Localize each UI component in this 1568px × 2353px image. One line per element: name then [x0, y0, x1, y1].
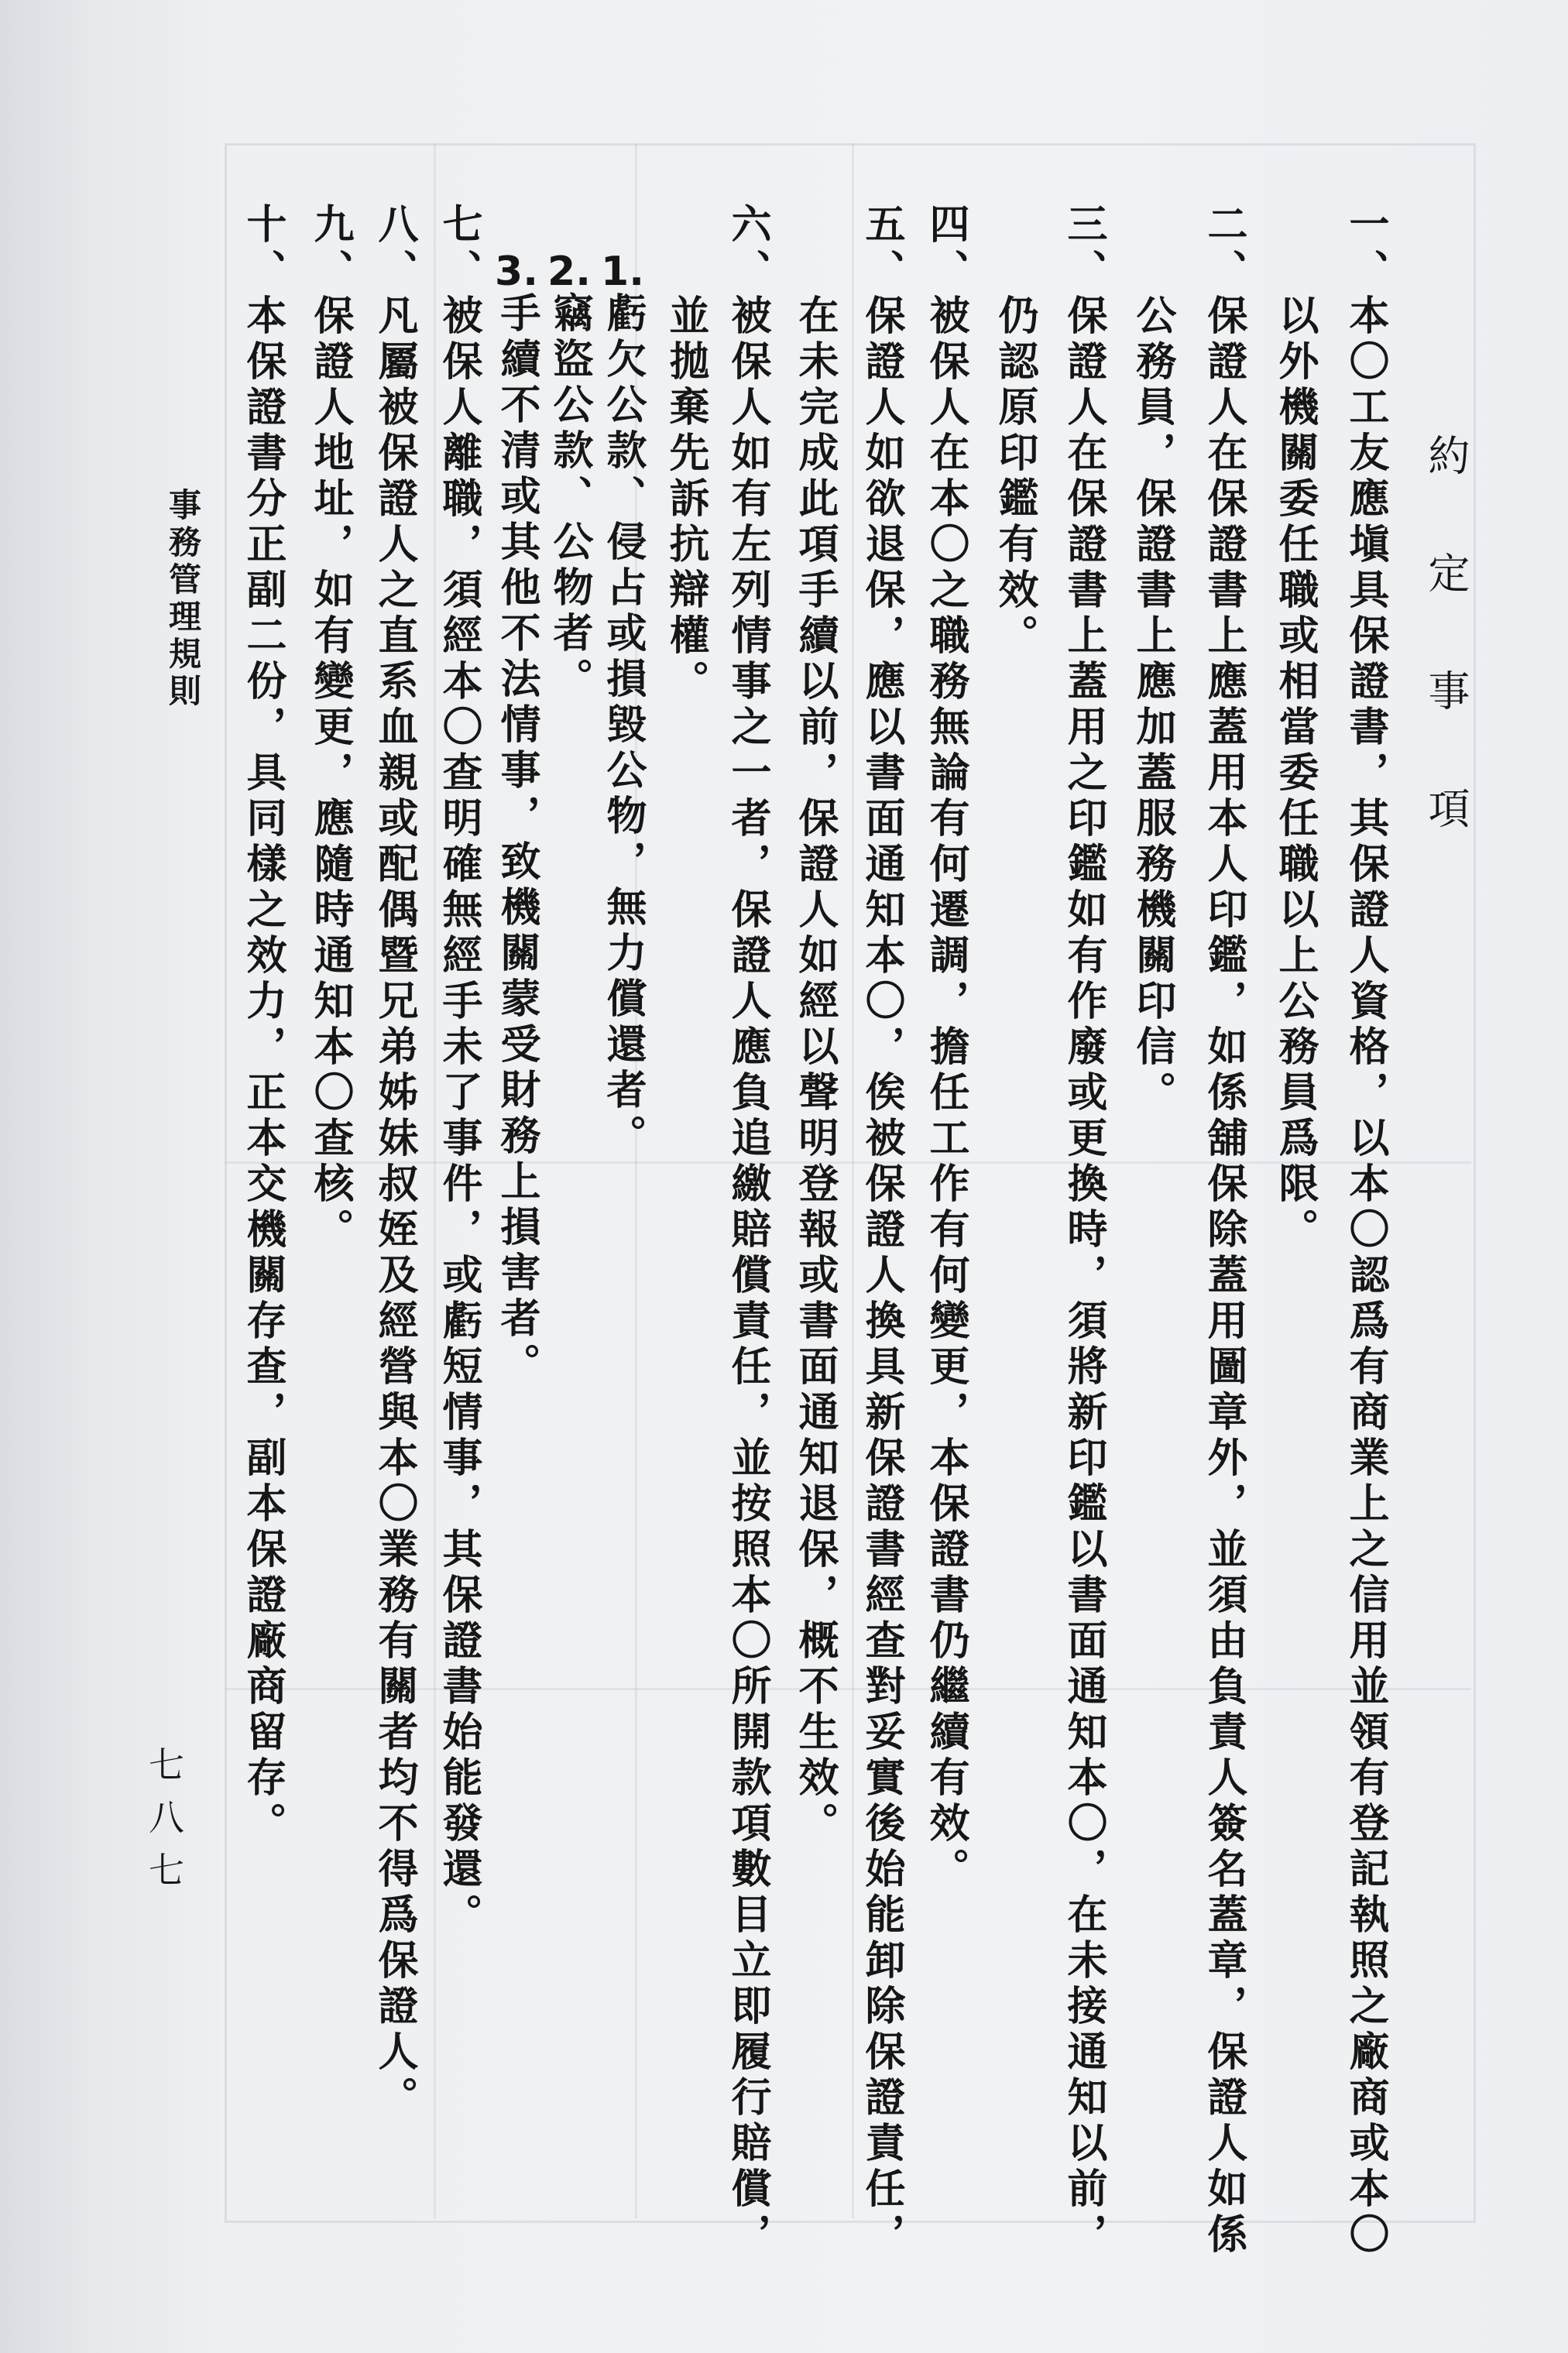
show-through-line	[852, 143, 854, 2218]
sub-item-text: 手續不清或其他不法情事，致機關蒙受財務上損害者。	[493, 292, 540, 1388]
clause-9-line-1: 九、保證人地址，如有變更，應隨時通知本〇查核。	[307, 203, 353, 1254]
clause-6-sub-item-1	[599, 252, 646, 1160]
section-title: 約定事項	[1422, 434, 1470, 904]
book-title: 事務管理規則	[164, 488, 202, 711]
clause-10-line-1: 十、本保證書分正副二份，具同樣之效力，正本交機關存查，副本保證廠商留存。	[239, 203, 286, 1847]
clause-8-line-1: 八、凡屬被保證人之直系血親或配偶暨兄弟姊妹叔姪及經營與本〇業務有關者均不得爲保證人。	[371, 203, 417, 2121]
clause-5-line-1: 五、保證人如欲退保，應以書面通知本〇，俟被保證人換具新保證書經查對妥實後始能卸除保證責任，	[858, 203, 904, 2259]
clause-6-line-1: 六、被保人如有左列情事之一者，保證人應負追繳賠償責任，並按照本〇所開款項數目立即履行賠償，	[724, 203, 770, 2259]
clause-1-line-1: 一、本〇工友應塡具保證書，其保證人資格，以本〇認爲有商業上之信用並領有登記執照之廠商或本〇	[1342, 203, 1388, 2259]
clause-3-line-1: 三、保證人在保證書上蓋用之印鑑如有作廢或更換時，須將新印鑑以書面通知本〇，在未接通知以前，	[1060, 203, 1107, 2259]
sub-item-text: 虧欠公款、侵占或損毀公物，無力償還者。	[599, 292, 646, 1160]
clause-6-sub-item-2	[546, 252, 592, 703]
clause-6-line-2: 並拋棄先訴抗辯權。	[662, 294, 709, 705]
clause-2-line-2: 公務員，保證書上應加蓋服務機關印信。	[1129, 294, 1175, 1116]
sub-item-number: 2.	[547, 252, 591, 292]
sub-item-text: 竊盜公款、公物者。	[546, 292, 592, 703]
sub-item-number: 3.	[495, 252, 538, 292]
clause-5-line-2: 在未完成此項手續以前，保證人如經以聲明登報或書面通知退保，概不生效。	[791, 294, 838, 1847]
clause-3-line-2: 仍認原印鑑有效。	[991, 294, 1038, 660]
page-number: 七八七	[143, 1746, 185, 1904]
clause-2-line-1: 二、保證人在保證書上應蓋用本人印鑑，如係舖保除蓋用圖章外，並須由負責人簽名蓋章，保證人如係	[1200, 203, 1247, 2259]
sub-item-number: 1.	[601, 252, 644, 292]
clause-1-line-2: 以外機關委任職或相當委任職以上公務員爲限。	[1271, 294, 1318, 1254]
clause-6-sub-item-3	[493, 252, 540, 1388]
clause-7-line-1: 七、被保人離職，須經本〇查明確無經手未了事件，或虧短情事，其保證書始能發還。	[435, 203, 482, 1939]
clause-4-line-1: 四、被保人在本〇之職務無論有何遷調，擔任工作有何變更，本保證書仍繼續有效。	[922, 203, 969, 1893]
